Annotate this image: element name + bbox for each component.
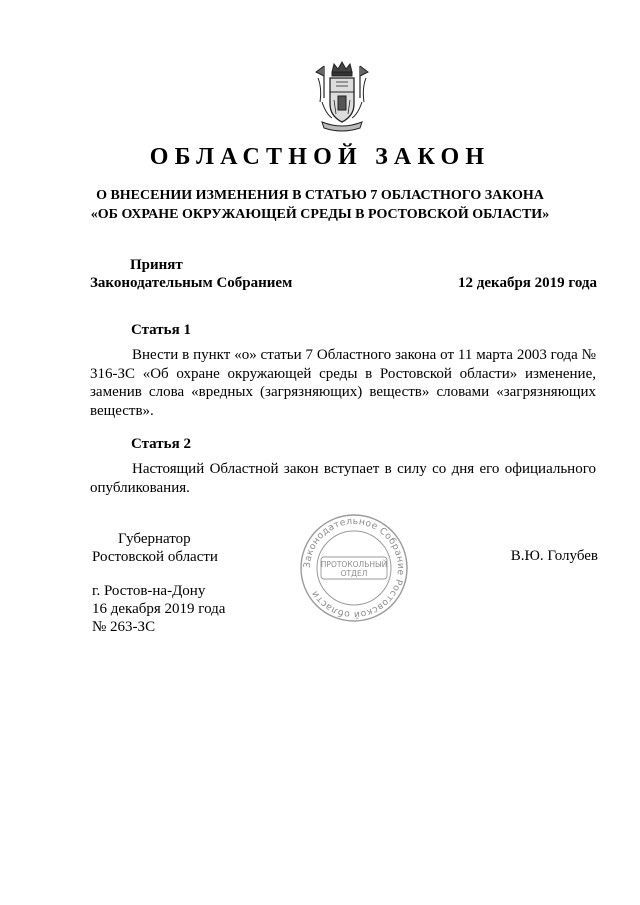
adopted-label-line-1: Принят	[130, 257, 183, 273]
article-2-heading: Статья 2	[131, 436, 191, 452]
adoption-date: 12 декабря 2019 года	[458, 275, 597, 291]
stamp-inner-line-1: ПРОТОКОЛЬНЫЙ	[320, 560, 388, 569]
signatory-name: В.Ю. Голубев	[510, 548, 598, 564]
subtitle-line-1: О ВНЕСЕНИИ ИЗМЕНЕНИЯ В СТАТЬЮ 7 ОБЛАСТНОГО ЗАКОНА	[96, 188, 544, 203]
law-number: № 263-ЗС	[92, 619, 156, 635]
subtitle-line-2: «ОБ ОХРАНЕ ОКРУЖАЮЩЕЙ СРЕДЫ В РОСТОВСКОЙ ОБЛАСТИ»	[90, 207, 550, 222]
article-1-heading: Статья 1	[131, 322, 191, 338]
signature-position-line-1: Губернатор	[118, 531, 191, 547]
signing-place: г. Ростов-на-Дону	[92, 583, 206, 599]
document-subtitle	[60, 186, 580, 224]
stamp-inner-line-2: ОТДЕЛ	[340, 569, 368, 578]
adopted-label-line-2: Законодательным Собранием	[90, 275, 293, 291]
official-stamp	[299, 513, 409, 623]
signing-date: 16 декабря 2019 года	[92, 601, 226, 617]
document-title: ОБЛАСТНОЙ ЗАКОН	[149, 144, 491, 170]
coat-of-arms-icon	[310, 58, 374, 134]
article-1-text: Внести в пункт «о» статьи 7 Областного закона от 11 марта 2003 года № 316-ЗС «Об охране окружающей среды в Ростовской области» изменение, заменив слова «вредных (загрязняющих) веществ» словами «загрязняющих веществ».	[90, 347, 596, 419]
stamp-outer-text: Законодательное Собрание Ростовской области	[301, 515, 407, 621]
article-2-text: Настоящий Областной закон вступает в силу со дня его официального опубликования.	[90, 461, 596, 496]
signature-position-line-2: Ростовской области	[92, 549, 218, 565]
